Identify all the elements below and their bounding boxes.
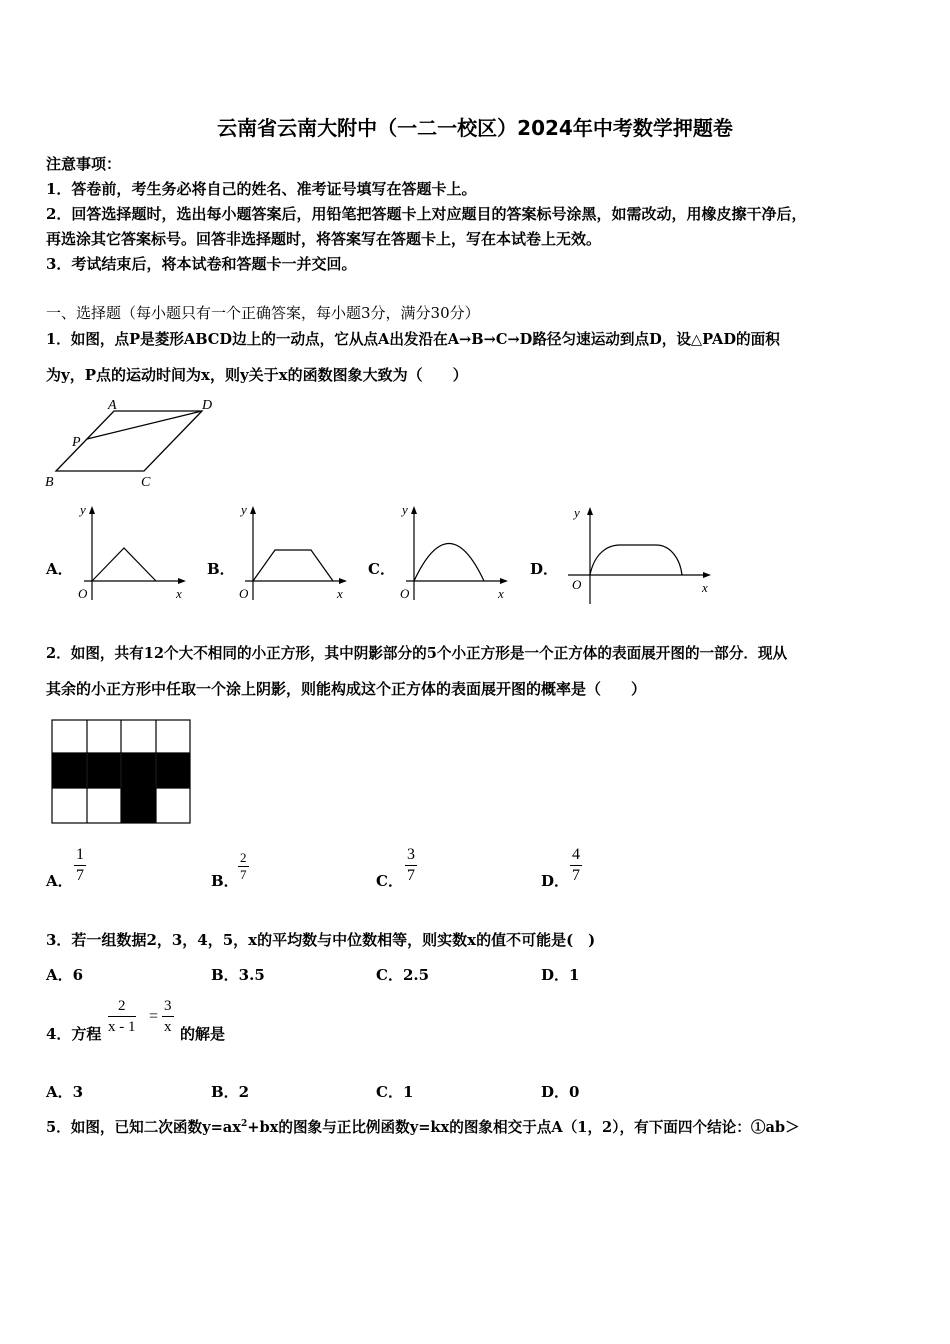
graph-b xyxy=(231,500,351,605)
q4-suffix: 的解是 xyxy=(180,1025,226,1043)
section-heading: 一、选择题（每小题只有一个正确答案，每小题3分，满分30分） xyxy=(46,304,480,322)
note-1: 1．答卷前，考生务必将自己的姓名、准考证号填写在答题卡上。 xyxy=(46,180,477,198)
q2-fraction-c: $\frac{3}{7}$ xyxy=(407,846,415,884)
q2-fraction-d: $\frac{4}{7}$ xyxy=(572,846,580,884)
q4-option-a[interactable]: A．3 xyxy=(46,1083,84,1101)
notes-heading: 注意事项： xyxy=(46,155,122,173)
svg-text:O: O xyxy=(239,586,249,601)
q2-option-c[interactable]: C． xyxy=(376,872,403,890)
label-c: C xyxy=(141,475,151,490)
q3-option-c[interactable]: C．2.5 xyxy=(376,966,430,984)
svg-text:y: y xyxy=(80,502,86,517)
q4-option-b[interactable]: B．2 xyxy=(211,1083,250,1101)
q4-lhs-fraction: $\frac{2}{x - 1}$ xyxy=(108,998,136,1035)
q2-option-a[interactable]: A． xyxy=(46,872,73,890)
q2-fraction-a: $\frac{1}{7}$ xyxy=(76,846,84,884)
q2-option-d[interactable]: D． xyxy=(541,872,570,890)
svg-text:x: x xyxy=(498,586,504,601)
q1-line2: 为y，P点的运动时间为x，则y关于x的函数图象大致为（ ） xyxy=(46,366,468,384)
q3-option-d[interactable]: D．1 xyxy=(541,966,580,984)
graph-d xyxy=(558,500,718,608)
rhombus-figure xyxy=(40,394,230,494)
graph-a xyxy=(70,500,190,605)
svg-text:x: x xyxy=(337,586,343,601)
q1-option-b[interactable]: B． xyxy=(207,560,235,578)
label-d: D xyxy=(202,398,213,413)
svg-text:x: x xyxy=(176,586,182,601)
q1-line1: 1．如图，点P是菱形ABCD边上的一动点，它从点A出发沿在A→B→C→D路径匀速运动到点D，设△PAD的面积 xyxy=(46,331,780,348)
label-b: B xyxy=(45,475,54,490)
note-3: 3．考试结束后，将本试卷和答题卡一并交回。 xyxy=(46,255,357,273)
q5-text: 5．如图，已知二次函数$y=ax^2+bx$的图象与正比例函数y=kx的图象相交于点A（1，2），有下面四个结论：①ab＞ xyxy=(46,1119,800,1136)
svg-text:y: y xyxy=(402,502,408,517)
q3-option-b[interactable]: B．3.5 xyxy=(211,966,265,984)
note-2-cont: 再选涂其它答案标号。回答非选择题时，将答案写在答题卡上，写在本试卷上无效。 xyxy=(46,230,602,248)
svg-text:O: O xyxy=(78,586,88,601)
svg-text:O: O xyxy=(400,586,410,601)
q2-option-b[interactable]: B． xyxy=(211,872,239,890)
q4-option-d[interactable]: D．0 xyxy=(541,1083,580,1101)
graph-c xyxy=(392,500,512,605)
q4-equals: = xyxy=(149,1008,159,1025)
square-grid xyxy=(50,718,192,826)
q3-text: 3．若一组数据2，3，4，5，x的平均数与中位数相等，则实数x的值不可能是( ) xyxy=(46,931,596,949)
page-title: 云南省云南大附中（一二一校区）2024年中考数学押题卷 xyxy=(217,116,733,140)
q3-option-a[interactable]: A．6 xyxy=(46,966,84,984)
q2-line2: 其余的小正方形中任取一个涂上阴影，则能构成这个正方体的表面展开图的概率是（ ） xyxy=(46,680,647,698)
q1-option-c[interactable]: C． xyxy=(368,560,395,578)
svg-text:x: x xyxy=(702,580,708,595)
svg-text:y: y xyxy=(574,505,580,520)
q1-option-a[interactable]: A． xyxy=(46,560,73,578)
label-a: A xyxy=(108,398,117,413)
label-p: P xyxy=(72,435,81,450)
q1-option-d[interactable]: D． xyxy=(530,560,559,578)
q2-line1: 2．如图，共有12个大不相同的小正方形，其中阴影部分的5个小正方形是一个正方体的表面展开图的一部分．现从 xyxy=(46,645,788,662)
svg-text:y: y xyxy=(241,502,247,517)
note-2: 2．回答选择题时，选出每小题答案后，用铅笔把答题卡上对应题目的答案标号涂黑，如需改动，用橡皮擦干净后， xyxy=(46,205,807,223)
q4-prefix: 4．方程 xyxy=(46,1025,102,1043)
q4-option-c[interactable]: C．1 xyxy=(376,1083,414,1101)
q2-fraction-b: $\frac{2}{7}$ xyxy=(240,850,247,882)
q4-rhs-fraction: $\frac{3}{x}$ xyxy=(164,998,172,1035)
svg-text:O: O xyxy=(572,577,582,592)
